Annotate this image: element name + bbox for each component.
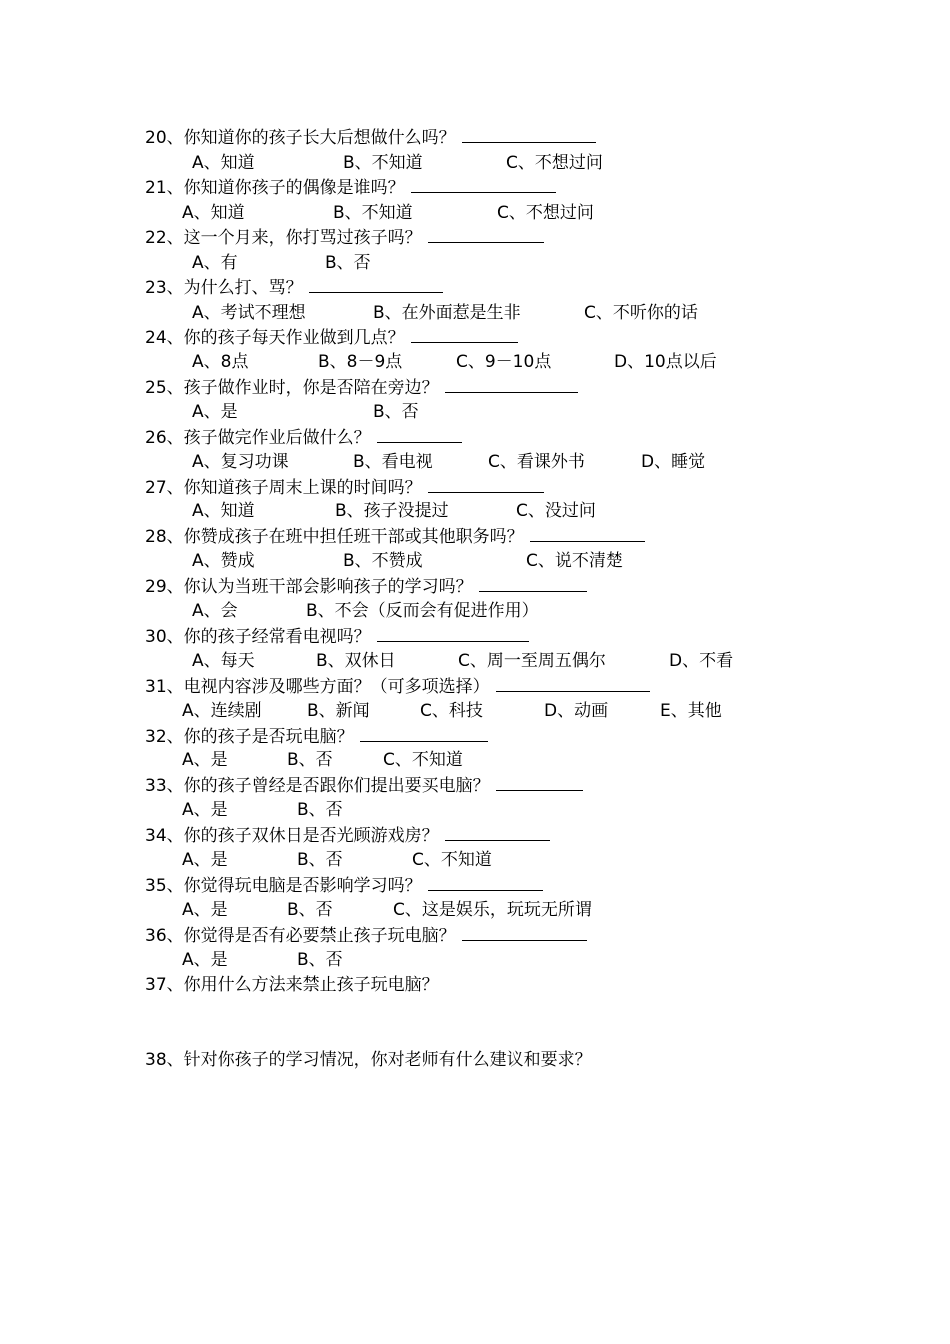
question-38 — [145, 1050, 592, 1072]
option-b[interactable]: B、不知道 — [333, 203, 413, 223]
question-37 — [145, 975, 439, 997]
question-text: 你的孩子每天作业做到几点？ — [183, 328, 405, 348]
question-21 — [145, 178, 556, 200]
answer-blank[interactable] — [462, 926, 587, 941]
question-text: 为什么打、骂？ — [183, 278, 303, 298]
question-text: 电视内容涉及哪些方面？（可多项选择） — [183, 677, 490, 697]
answer-blank[interactable] — [377, 428, 462, 443]
question-text: 你的孩子双休日是否光顾游戏房？ — [183, 826, 439, 846]
question-number: 29、 — [145, 577, 184, 597]
question-text: 你知道你孩子的偶像是谁吗？ — [183, 178, 405, 198]
option-a[interactable]: A、是 — [192, 402, 238, 422]
option-b[interactable]: B、否 — [287, 900, 333, 920]
answer-blank[interactable] — [496, 677, 650, 692]
question-34 — [145, 826, 550, 848]
option-b[interactable]: B、不会（反而会有促进作用） — [306, 601, 539, 621]
question-text: 你用什么方法来禁止孩子玩电脑？ — [183, 975, 439, 995]
question-27 — [145, 478, 544, 500]
option-c[interactable]: C、不听你的话 — [584, 303, 698, 323]
question-number: 31、 — [145, 677, 184, 697]
question-text: 你知道孩子周末上课的时间吗？ — [183, 478, 422, 498]
answer-blank[interactable] — [479, 577, 587, 592]
question-number: 25、 — [145, 378, 184, 398]
option-d[interactable]: D、动画 — [544, 701, 609, 721]
option-b[interactable]: B、双休日 — [316, 651, 396, 671]
question-text: 孩子做作业时，你是否陪在旁边？ — [183, 378, 439, 398]
question-number: 23、 — [145, 278, 184, 298]
option-e[interactable]: E、其他 — [660, 701, 722, 721]
option-b[interactable]: B、在外面惹是生非 — [373, 303, 521, 323]
option-c[interactable]: C、这是娱乐，玩玩无所谓 — [393, 900, 592, 920]
question-20 — [145, 128, 596, 150]
option-a[interactable]: A、复习功课 — [192, 452, 289, 472]
question-text: 你认为当班干部会影响孩子的学习吗？ — [183, 577, 473, 597]
option-a[interactable]: A、8点 — [192, 352, 249, 372]
option-a[interactable]: A、是 — [182, 850, 228, 870]
question-28 — [145, 527, 645, 549]
question-number: 24、 — [145, 328, 184, 348]
question-36 — [145, 926, 587, 948]
option-a[interactable]: A、赞成 — [192, 551, 255, 571]
option-a[interactable]: A、有 — [192, 253, 238, 273]
answer-blank[interactable] — [428, 876, 543, 891]
question-30 — [145, 627, 529, 649]
answer-blank[interactable] — [309, 278, 443, 293]
option-a[interactable]: A、是 — [182, 900, 228, 920]
option-c[interactable]: C、9－10点 — [456, 352, 552, 372]
option-b[interactable]: B、否 — [297, 850, 343, 870]
question-text: 针对你孩子的学习情况，你对老师有什么建议和要求？ — [183, 1050, 592, 1070]
option-d[interactable]: D、不看 — [669, 651, 734, 671]
question-text: 这一个月来，你打骂过孩子吗？ — [183, 228, 422, 248]
question-33 — [145, 776, 583, 798]
question-24 — [145, 328, 518, 350]
option-a[interactable]: A、每天 — [192, 651, 255, 671]
question-number: 38、 — [145, 1050, 184, 1070]
option-a[interactable]: A、是 — [182, 750, 228, 770]
question-31 — [145, 677, 650, 699]
question-22 — [145, 228, 544, 250]
option-a[interactable]: A、知道 — [192, 501, 255, 521]
option-b[interactable]: B、否 — [373, 402, 419, 422]
answer-blank[interactable] — [496, 776, 583, 791]
answer-blank[interactable] — [445, 378, 578, 393]
option-b[interactable]: B、8－9点 — [318, 352, 403, 372]
answer-blank[interactable] — [411, 328, 518, 343]
question-number: 32、 — [145, 727, 184, 747]
question-25 — [145, 378, 578, 400]
answer-blank[interactable] — [360, 727, 488, 742]
question-32 — [145, 727, 488, 749]
option-a[interactable]: A、考试不理想 — [192, 303, 306, 323]
question-text: 孩子做完作业后做什么？ — [183, 428, 371, 448]
option-c[interactable]: C、不知道 — [383, 750, 463, 770]
option-d[interactable]: D、睡觉 — [641, 452, 706, 472]
answer-blank[interactable] — [377, 627, 529, 642]
question-number: 33、 — [145, 776, 184, 796]
question-text: 你觉得是否有必要禁止孩子玩电脑？ — [183, 926, 456, 946]
question-number: 37、 — [145, 975, 184, 995]
question-text: 你的孩子曾经是否跟你们提出要买电脑？ — [183, 776, 490, 796]
answer-blank[interactable] — [462, 128, 596, 143]
option-a[interactable]: A、是 — [182, 950, 228, 970]
question-26 — [145, 428, 462, 450]
question-number: 22、 — [145, 228, 184, 248]
answer-blank[interactable] — [428, 228, 544, 243]
option-c[interactable]: C、不想过问 — [497, 203, 594, 223]
question-number: 26、 — [145, 428, 184, 448]
answer-blank[interactable] — [428, 478, 544, 493]
answer-blank[interactable] — [411, 178, 556, 193]
answer-blank[interactable] — [445, 826, 550, 841]
option-b[interactable]: B、不知道 — [343, 153, 423, 173]
option-c[interactable]: C、周一至周五偶尔 — [458, 651, 606, 671]
option-a[interactable]: A、连续剧 — [182, 701, 262, 721]
question-number: 34、 — [145, 826, 184, 846]
option-a[interactable]: A、会 — [192, 601, 238, 621]
option-a[interactable]: A、是 — [182, 800, 228, 820]
option-b[interactable]: B、否 — [297, 950, 343, 970]
option-b[interactable]: B、否 — [287, 750, 333, 770]
question-text: 你觉得玩电脑是否影响学习吗？ — [183, 876, 422, 896]
question-number: 36、 — [145, 926, 184, 946]
question-number: 30、 — [145, 627, 184, 647]
question-number: 35、 — [145, 876, 184, 896]
option-a[interactable]: A、知道 — [182, 203, 245, 223]
option-c[interactable]: C、看课外书 — [488, 452, 585, 472]
option-c[interactable]: C、不想过问 — [506, 153, 603, 173]
question-23 — [145, 278, 443, 300]
option-d[interactable]: D、10点以后 — [614, 352, 717, 372]
question-number: 21、 — [145, 178, 184, 198]
question-number: 28、 — [145, 527, 184, 547]
option-c[interactable]: C、不知道 — [412, 850, 492, 870]
option-b[interactable]: B、否 — [297, 800, 343, 820]
question-35 — [145, 876, 543, 898]
option-b[interactable]: B、否 — [325, 253, 371, 273]
question-29 — [145, 577, 587, 599]
option-b[interactable]: B、不赞成 — [343, 551, 423, 571]
option-c[interactable]: C、没过问 — [516, 501, 596, 521]
answer-blank[interactable] — [530, 527, 645, 542]
option-a[interactable]: A、知道 — [192, 153, 255, 173]
question-text: 你的孩子经常看电视吗？ — [183, 627, 371, 647]
question-text: 你的孩子是否玩电脑？ — [183, 727, 354, 747]
option-b[interactable]: B、孩子没提过 — [335, 501, 449, 521]
option-b[interactable]: B、新闻 — [307, 701, 370, 721]
question-text: 你知道你的孩子长大后想做什么吗？ — [183, 128, 456, 148]
question-number: 20、 — [145, 128, 184, 148]
question-number: 27、 — [145, 478, 184, 498]
question-text: 你赞成孩子在班中担任班干部或其他职务吗？ — [183, 527, 524, 547]
option-c[interactable]: C、科技 — [420, 701, 483, 721]
option-b[interactable]: B、看电视 — [353, 452, 433, 472]
option-c[interactable]: C、说不清楚 — [526, 551, 623, 571]
